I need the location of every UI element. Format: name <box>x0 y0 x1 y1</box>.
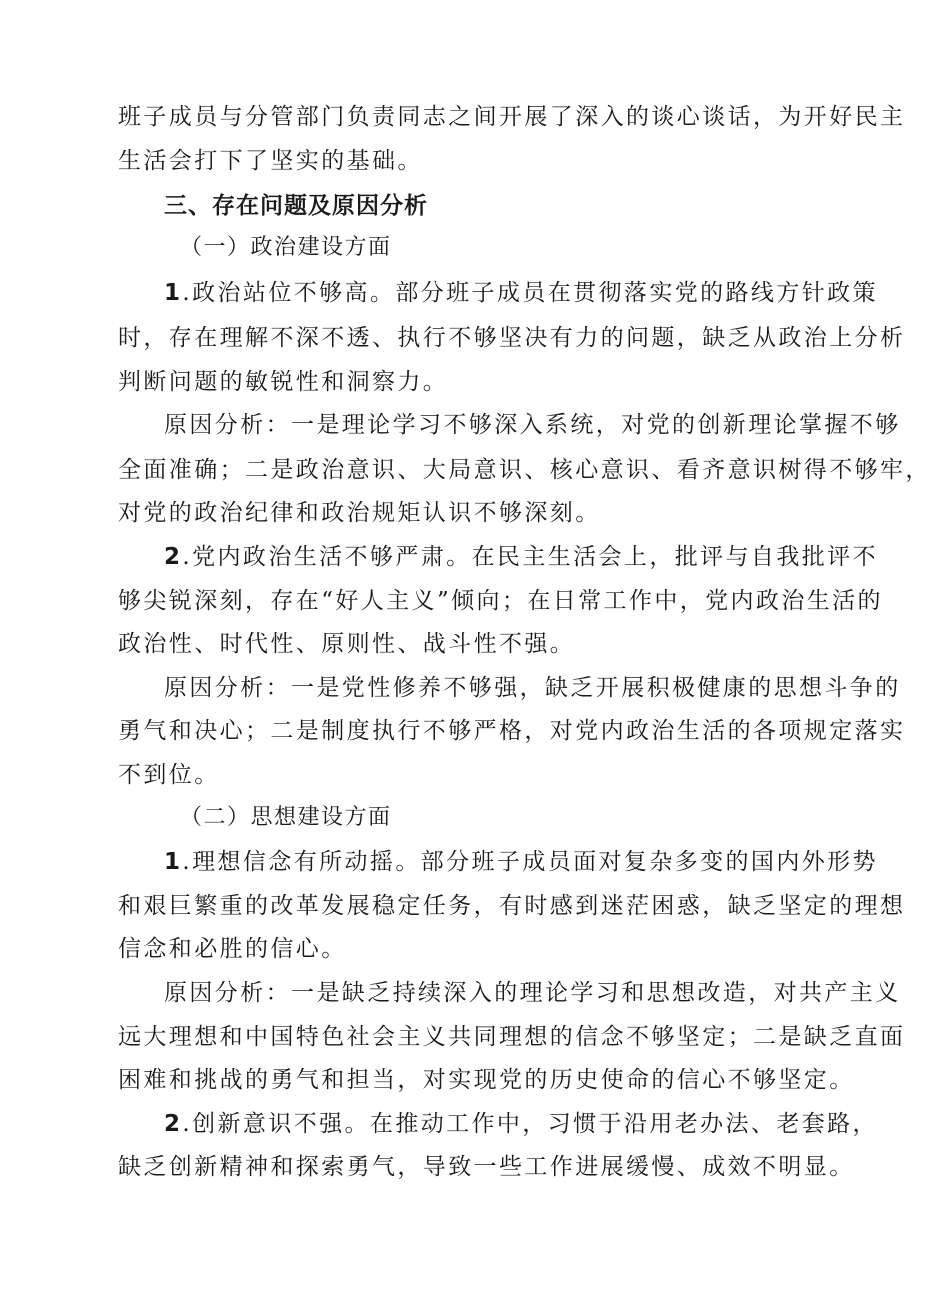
paragraph-line: 原因分析：一是缺乏持续深入的理论学习和思想改造，对共产主义 <box>164 980 901 1006</box>
section-heading: 三、存在问题及原因分析 <box>164 193 428 219</box>
paragraph-line: 原因分析：一是党性修养不够强，缺乏开展积极健康的思想斗争的 <box>164 675 901 701</box>
item-text: .创新意识不强。在推动工作中，习惯于沿用老办法、老套路， <box>182 1111 878 1137</box>
paragraph-line: 和艰巨繁重的改革发展稳定任务，有时感到迷茫困惑，缺乏坚定的理想 <box>118 893 906 919</box>
paragraph-line: 远大理想和中国特色社会主义共同理想的信念不够坚定；二是缺乏直面 <box>118 1024 906 1050</box>
item-number: 2 <box>164 544 183 570</box>
subsection-heading: （二）思想建设方面 <box>180 805 392 830</box>
list-item-first-line <box>164 542 880 572</box>
paragraph-line: 勇气和决心；二是制度执行不够严格，对党内政治生活的各项规定落实 <box>118 718 906 744</box>
paragraph-line: 班子成员与分管部门负责同志之间开展了深入的谈心谈话，为开好民主 <box>118 104 906 130</box>
paragraph-line: 对党的政治纪律和政治规矩认识不够深刻。 <box>118 500 601 526</box>
item-number: 1 <box>164 849 183 875</box>
paragraph-line: 困难和挑战的勇气和担当，对实现党的历史使命的信心不够坚定。 <box>118 1067 855 1093</box>
list-item-first-line <box>164 847 880 877</box>
paragraph-line: 全面准确；二是政治意识、大局意识、核心意识、看齐意识树得不够牢， <box>118 457 931 483</box>
item-text: .理想信念有所动摇。部分班子成员面对复杂多变的国内外形势 <box>182 849 878 875</box>
item-number: 2 <box>164 1111 183 1137</box>
list-item-first-line <box>164 278 880 308</box>
paragraph-line: 政治性、时代性、原则性、战斗性不强。 <box>118 631 576 657</box>
list-item-first-line <box>164 1109 880 1139</box>
paragraph-line: 原因分析：一是理论学习不够深入系统，对党的创新理论掌握不够 <box>164 412 901 438</box>
paragraph-line: 够尖锐深刻，存在“好人主义”倾向；在日常工作中，党内政治生活的 <box>118 588 883 614</box>
item-text: .政治站位不够高。部分班子成员在贯彻落实党的路线方针政策 <box>182 280 878 306</box>
paragraph-line: 生活会打下了坚实的基础。 <box>118 148 423 174</box>
paragraph-line: 判断问题的敏锐性和洞察力。 <box>118 369 449 395</box>
item-number: 1 <box>164 280 183 306</box>
item-text: .党内政治生活不够严肃。在民主生活会上，批评与自我批评不 <box>182 544 878 570</box>
paragraph-line: 缺乏创新精神和探索勇气，导致一些工作进展缓慢、成效不明显。 <box>118 1154 855 1180</box>
paragraph-line: 时，存在理解不深不透、执行不够坚决有力的问题，缺乏从政治上分析 <box>118 325 906 351</box>
paragraph-line: 不到位。 <box>118 762 220 788</box>
subsection-heading: （一）政治建设方面 <box>180 235 392 260</box>
paragraph-line: 信念和必胜的信心。 <box>118 936 347 962</box>
